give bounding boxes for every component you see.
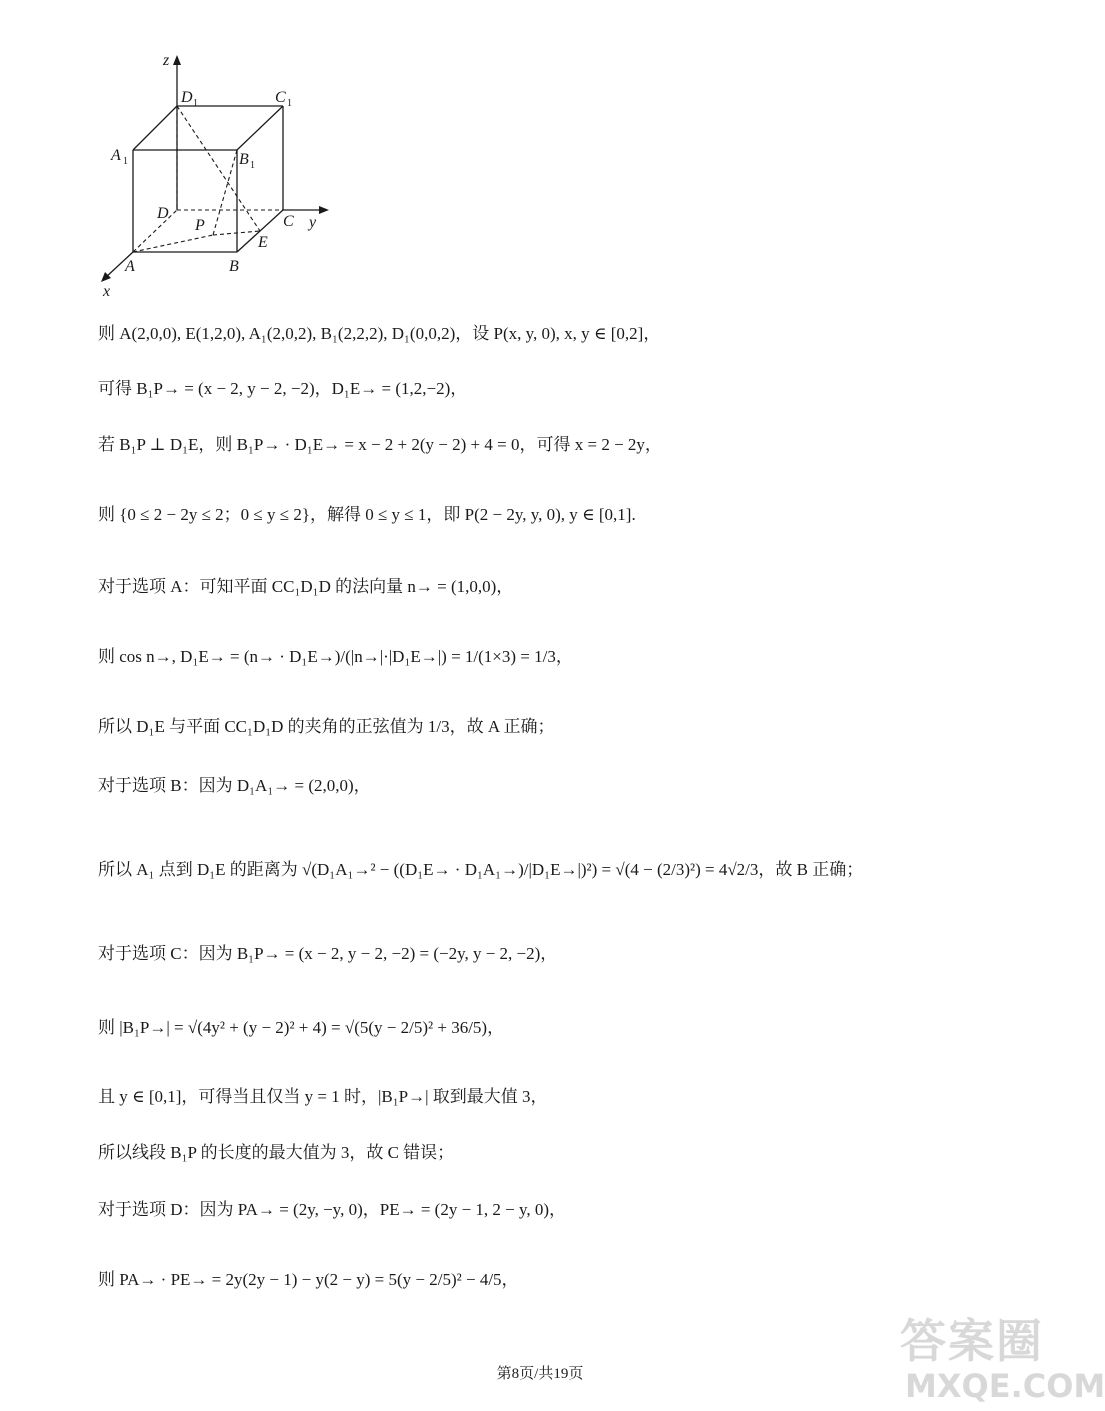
label-D: D [157, 205, 169, 222]
label-B: B [229, 258, 239, 275]
axis-x-label: x [103, 283, 111, 300]
cube-figure [95, 50, 355, 300]
solution-line-15: 则 PA→ · PE→ = 2y(2y − 1) − y(2 − y) = 5(y − 2/5)² − 4/5， [98, 1270, 519, 1289]
label-B1: B [239, 151, 249, 168]
page-footer: 第8页/共19页 [496, 1366, 584, 1382]
label-A: A [125, 258, 135, 275]
solution-line-14: 对于选项 D：因为 PA→ = (2y, −y, 0)，PE→ = (2y − 1, 2 − y, 0)， [98, 1200, 567, 1219]
watermark-url: MXQE.COM [905, 1367, 1105, 1405]
solution-line-12: 且 y ∈ [0,1]，可得当且仅当 y = 1 时，|B₁P→| 取到最大值 3， [98, 1087, 548, 1106]
solution-line-5: 对于选项 A：可知平面 CC₁D₁D 的法向量 n→ = (1,0,0)， [98, 577, 514, 596]
solution-line-4: 则 {0 ≤ 2 − 2y ≤ 2；0 ≤ y ≤ 2}，解得 0 ≤ y ≤ 1，即 P(2 − 2y, y, 0), y ∈ [0,1]. [98, 505, 636, 524]
label-D1-sub: 1 [193, 98, 198, 109]
solution-line-10: 对于选项 C：因为 B₁P→ = (x − 2, y − 2, −2) = (−2y, y − 2, −2)， [98, 944, 558, 963]
label-C: C [283, 213, 294, 230]
axis-z-label: z [163, 52, 170, 69]
label-A1-sub: 1 [123, 156, 128, 167]
label-B1-sub: 1 [250, 160, 255, 171]
solution-line-8: 对于选项 B：因为 D₁A₁→ = (2,0,0)， [98, 776, 371, 795]
label-E: E [258, 234, 268, 251]
label-A1: A [111, 147, 121, 164]
solution-line-2: 可得 B₁P→ = (x − 2, y − 2, −2)，D₁E→ = (1,2,−2)， [98, 379, 468, 398]
axis-y-label: y [309, 214, 317, 231]
watermark-logo: 答案圈 [900, 1314, 1044, 1368]
solution-line-3: 若 B₁P ⊥ D₁E，则 B₁P→ · D₁E→ = x − 2 + 2(y − 2) + 4 = 0，可得 x = 2 − 2y， [98, 435, 662, 454]
label-P: P [195, 217, 205, 234]
solution-line-7: 所以 D₁E 与平面 CC₁D₁D 的夹角的正弦值为 1/3，故 A 正确； [98, 717, 555, 736]
solution-line-9: 所以 A₁ 点到 D₁E 的距离为 √(D₁A₁→² − ((D₁E→ · D₁A₁→)/|D₁E→|)²) = √(4 − (2/3)²) = 4√2/3，故 B 正确； [98, 860, 864, 879]
label-D1: D [181, 89, 193, 106]
solution-line-11: 则 |B₁P→| = √(4y² + (y − 2)² + 4) = √(5(y − 2/5)² + 36/5)， [98, 1018, 505, 1037]
label-C1: C [275, 89, 286, 106]
solution-line-13: 所以线段 B₁P 的长度的最大值为 3，故 C 错误； [98, 1143, 455, 1162]
label-C1-sub: 1 [287, 98, 292, 109]
solution-line-1: 则 A(2,0,0), E(1,2,0), A₁(2,0,2), B₁(2,2,2), D₁(0,0,2)，设 P(x, y, 0), x, y ∈ [0,2]， [98, 324, 661, 343]
solution-line-6: 则 cos n→, D₁E→ = (n→ · D₁E→)/(|n→|·|D₁E→|) = 1/(1×3) = 1/3， [98, 647, 573, 666]
